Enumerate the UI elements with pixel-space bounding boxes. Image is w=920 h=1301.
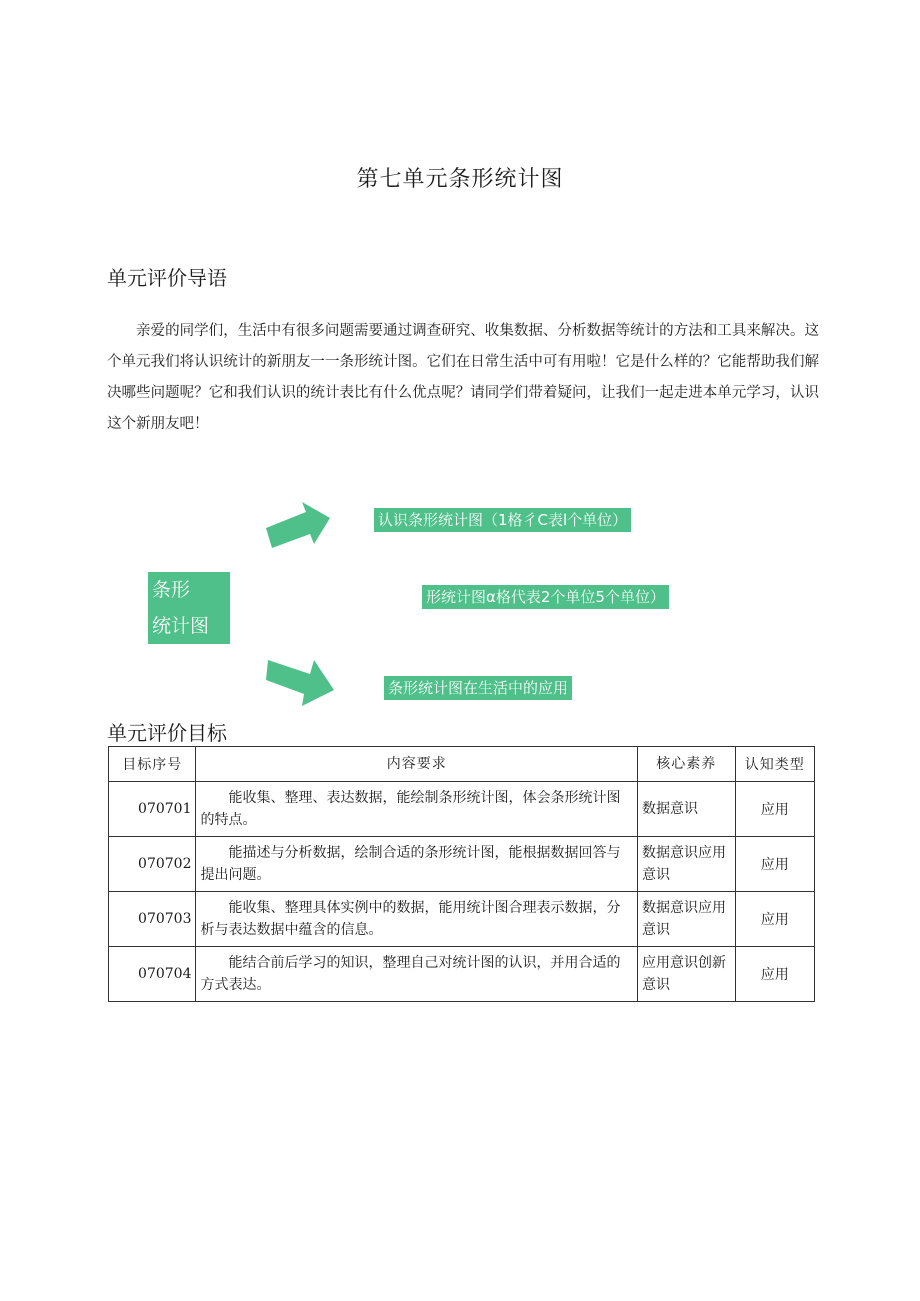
- table-row: [109, 837, 815, 892]
- goals-table: [108, 746, 815, 1002]
- header-id: 目标序号: [109, 747, 196, 782]
- goal-core: 数据意识应用意识: [637, 892, 735, 947]
- goal-content: 能收集、整理、表达数据，能绘制条形统计图，体会条形统计图的特点。: [196, 782, 638, 837]
- branch-scale: 形统计图α格代表2个单位5个单位）: [422, 585, 669, 609]
- table-header-row: [109, 747, 815, 782]
- concept-diagram: [0, 480, 920, 720]
- goal-type: 应用: [735, 837, 814, 892]
- header-core: 核心素养: [637, 747, 735, 782]
- goals-heading: 单元评价目标: [107, 721, 227, 745]
- goal-content: 能收集、整理具体实例中的数据，能用统计图合理表示数据，分析与表达数据中蕴含的信息。: [196, 892, 638, 947]
- header-type: 认知类型: [735, 747, 814, 782]
- goal-core: 数据意识应用意识: [637, 837, 735, 892]
- branch-application: 条形统计图在生活中的应用: [384, 676, 572, 700]
- goal-type: 应用: [735, 782, 814, 837]
- page-title: 第七单元条形统计图: [356, 167, 564, 192]
- goal-type: 应用: [735, 892, 814, 947]
- table-row: [109, 782, 815, 837]
- goal-type: 应用: [735, 947, 814, 1002]
- branch-recognize: 认识条形统计图（1格彳C表l个单位）: [374, 508, 631, 532]
- intro-paragraph: 亲爱的同学们，生活中有很多问题需要通过调查研究、收集数据、分析数据等统计的方法和工具来解决。这个单元我们将认识统计的新朋友一一条形统计图。它们在日常生活中可有用啦！它是什么样的？它能帮助我们解决哪些问题呢？它和我们认识的统计表比有什么优点呢？请同学们带着疑问，让我们一起走进本单元学习，认识这个新朋友吧！: [107, 323, 819, 432]
- table-row: [109, 892, 815, 947]
- goal-content: 能描述与分析数据，绘制合适的条形统计图，能根据数据回答与提出问题。: [196, 837, 638, 892]
- center-topic-box: [148, 572, 230, 644]
- goal-core: 应用意识创新意识: [637, 947, 735, 1002]
- arrow-up-right-icon: [262, 498, 334, 550]
- table-row: [109, 947, 815, 1002]
- goal-id: 070701: [109, 782, 196, 837]
- header-content: 内容要求: [196, 747, 638, 782]
- goal-core: 数据意识: [637, 782, 735, 837]
- goal-id: 070702: [109, 837, 196, 892]
- center-topic-line1: 条形: [152, 579, 191, 601]
- goal-id: 070704: [109, 947, 196, 1002]
- center-topic-line2: 统计图: [152, 615, 210, 637]
- arrow-down-right-icon: [262, 654, 338, 710]
- goal-content: 能结合前后学习的知识，整理自己对统计图的认识，并用合适的方式表达。: [196, 947, 638, 1002]
- intro-heading: 单元评价导语: [107, 266, 227, 290]
- goal-id: 070703: [109, 892, 196, 947]
